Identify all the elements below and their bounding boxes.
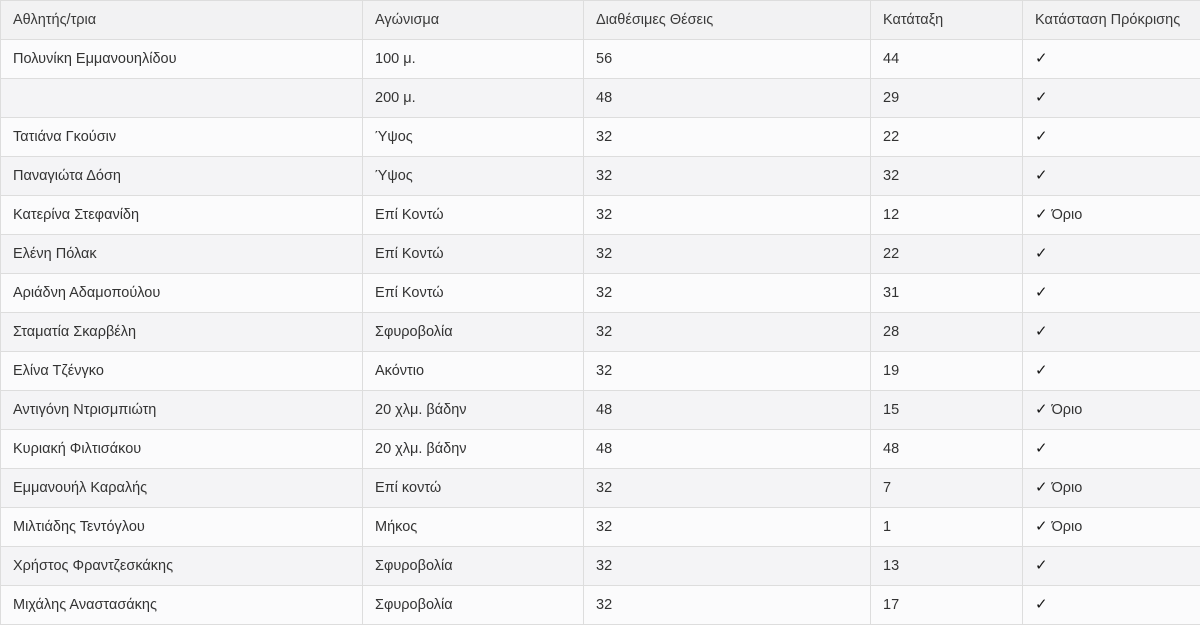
- cell-available-places: 32: [584, 508, 871, 547]
- cell-athlete: Κατερίνα Στεφανίδη: [1, 196, 363, 235]
- cell-qualification-status: [1023, 79, 1200, 118]
- qualification-status-badge: [1035, 480, 1082, 496]
- check-icon: ✓: [1035, 51, 1048, 66]
- cell-ranking: 22: [871, 235, 1023, 274]
- cell-athlete: Κυριακή Φιλτισάκου: [1, 430, 363, 469]
- table-row: [1, 40, 1200, 79]
- qualification-status-badge: [1035, 90, 1048, 105]
- table-row: [1, 430, 1200, 469]
- cell-athlete: Μιχάλης Αναστασάκης: [1, 586, 363, 625]
- table-row: [1, 235, 1200, 274]
- qualification-status-badge: [1035, 597, 1048, 612]
- qualification-status-badge: [1035, 285, 1048, 300]
- cell-qualification-status: [1023, 118, 1200, 157]
- table-row: [1, 79, 1200, 118]
- check-icon: ✓: [1035, 324, 1048, 339]
- cell-event: Επί Κοντώ: [363, 235, 584, 274]
- cell-qualification-status: [1023, 235, 1200, 274]
- cell-athlete: Σταματία Σκαρβέλη: [1, 313, 363, 352]
- cell-qualification-status: [1023, 274, 1200, 313]
- check-icon: ✓: [1035, 285, 1048, 300]
- cell-available-places: 48: [584, 430, 871, 469]
- cell-ranking: 29: [871, 79, 1023, 118]
- cell-qualification-status: [1023, 196, 1200, 235]
- check-icon: ✓: [1035, 129, 1048, 144]
- cell-event: 20 χλμ. βάδην: [363, 430, 584, 469]
- cell-ranking: 32: [871, 157, 1023, 196]
- check-icon: ✓: [1035, 168, 1048, 183]
- cell-event: Επί Κοντώ: [363, 196, 584, 235]
- cell-ranking: 31: [871, 274, 1023, 313]
- table-row: [1, 352, 1200, 391]
- cell-event: Επί κοντώ: [363, 469, 584, 508]
- cell-qualification-status: [1023, 508, 1200, 547]
- qualification-note: Όριο: [1052, 207, 1083, 223]
- cell-qualification-status: [1023, 352, 1200, 391]
- cell-ranking: 13: [871, 547, 1023, 586]
- table-row: [1, 157, 1200, 196]
- qualification-status-badge: [1035, 363, 1048, 378]
- table-row: [1, 313, 1200, 352]
- cell-qualification-status: [1023, 430, 1200, 469]
- cell-event: 100 μ.: [363, 40, 584, 79]
- cell-event: 20 χλμ. βάδην: [363, 391, 584, 430]
- cell-available-places: 32: [584, 469, 871, 508]
- cell-athlete: [1, 79, 363, 118]
- cell-event: Σφυροβολία: [363, 547, 584, 586]
- column-header-athlete: Αθλητής/τρια: [1, 1, 363, 40]
- cell-athlete: Εμμανουήλ Καραλής: [1, 469, 363, 508]
- cell-ranking: 1: [871, 508, 1023, 547]
- cell-qualification-status: [1023, 586, 1200, 625]
- qualification-status-badge: [1035, 51, 1048, 66]
- cell-athlete: Τατιάνα Γκούσιν: [1, 118, 363, 157]
- check-icon: ✓: [1035, 558, 1048, 573]
- cell-event: Ύψος: [363, 118, 584, 157]
- table-row: [1, 469, 1200, 508]
- qualification-status-badge: [1035, 441, 1048, 456]
- check-icon: ✓: [1035, 246, 1048, 261]
- cell-qualification-status: [1023, 391, 1200, 430]
- table-row: [1, 586, 1200, 625]
- check-icon: ✓: [1035, 480, 1048, 495]
- cell-athlete: Αριάδνη Αδαμοπούλου: [1, 274, 363, 313]
- check-icon: ✓: [1035, 519, 1048, 534]
- cell-athlete: Αντιγόνη Ντρισμπιώτη: [1, 391, 363, 430]
- cell-available-places: 32: [584, 235, 871, 274]
- cell-available-places: 32: [584, 586, 871, 625]
- cell-ranking: 48: [871, 430, 1023, 469]
- column-header-qualification-status: Κατάσταση Πρόκρισης: [1023, 1, 1200, 40]
- cell-athlete: Ελένη Πόλακ: [1, 235, 363, 274]
- cell-available-places: 32: [584, 352, 871, 391]
- table-row: [1, 274, 1200, 313]
- cell-qualification-status: [1023, 313, 1200, 352]
- cell-ranking: 44: [871, 40, 1023, 79]
- qualification-status-badge: [1035, 519, 1082, 535]
- qualification-status-badge: [1035, 207, 1082, 223]
- column-header-ranking: Κατάταξη: [871, 1, 1023, 40]
- cell-event: 200 μ.: [363, 79, 584, 118]
- cell-available-places: 32: [584, 157, 871, 196]
- table-header-row: [1, 1, 1200, 40]
- table-body: [1, 40, 1200, 625]
- cell-available-places: 32: [584, 118, 871, 157]
- cell-ranking: 17: [871, 586, 1023, 625]
- cell-available-places: 32: [584, 274, 871, 313]
- qualification-status-badge: [1035, 324, 1048, 339]
- cell-available-places: 32: [584, 313, 871, 352]
- cell-event: Ύψος: [363, 157, 584, 196]
- cell-event: Επί Κοντώ: [363, 274, 584, 313]
- check-icon: ✓: [1035, 363, 1048, 378]
- qualification-status-badge: [1035, 558, 1048, 573]
- cell-qualification-status: [1023, 547, 1200, 586]
- cell-qualification-status: [1023, 469, 1200, 508]
- cell-qualification-status: [1023, 157, 1200, 196]
- cell-available-places: 32: [584, 196, 871, 235]
- cell-event: Ακόντιο: [363, 352, 584, 391]
- cell-event: Σφυροβολία: [363, 313, 584, 352]
- cell-ranking: 22: [871, 118, 1023, 157]
- cell-ranking: 12: [871, 196, 1023, 235]
- table-header: [1, 1, 1200, 40]
- check-icon: ✓: [1035, 402, 1048, 417]
- cell-event: Μήκος: [363, 508, 584, 547]
- cell-available-places: 48: [584, 391, 871, 430]
- cell-ranking: 7: [871, 469, 1023, 508]
- cell-athlete: Παναγιώτα Δόση: [1, 157, 363, 196]
- cell-athlete: Πολυνίκη Εμμανουηλίδου: [1, 40, 363, 79]
- qualification-note: Όριο: [1052, 519, 1083, 535]
- cell-available-places: 48: [584, 79, 871, 118]
- column-header-available-places: Διαθέσιμες Θέσεις: [584, 1, 871, 40]
- qualification-status-badge: [1035, 246, 1048, 261]
- cell-available-places: 32: [584, 547, 871, 586]
- qualification-status-badge: [1035, 402, 1082, 418]
- column-header-event: Αγώνισμα: [363, 1, 584, 40]
- cell-ranking: 15: [871, 391, 1023, 430]
- cell-athlete: Χρήστος Φραντζεσκάκης: [1, 547, 363, 586]
- check-icon: ✓: [1035, 207, 1048, 222]
- cell-athlete: Ελίνα Τζένγκο: [1, 352, 363, 391]
- cell-ranking: 19: [871, 352, 1023, 391]
- check-icon: ✓: [1035, 597, 1048, 612]
- cell-ranking: 28: [871, 313, 1023, 352]
- table-row: [1, 391, 1200, 430]
- cell-qualification-status: [1023, 40, 1200, 79]
- qualification-status-badge: [1035, 168, 1048, 183]
- qualification-status-badge: [1035, 129, 1048, 144]
- table-row: [1, 118, 1200, 157]
- check-icon: ✓: [1035, 441, 1048, 456]
- cell-athlete: Μιλτιάδης Τεντόγλου: [1, 508, 363, 547]
- table-row: [1, 196, 1200, 235]
- cell-available-places: 56: [584, 40, 871, 79]
- cell-event: Σφυροβολία: [363, 586, 584, 625]
- qualification-note: Όριο: [1052, 480, 1083, 496]
- qualification-note: Όριο: [1052, 402, 1083, 418]
- table-row: [1, 547, 1200, 586]
- check-icon: ✓: [1035, 90, 1048, 105]
- table-row: [1, 508, 1200, 547]
